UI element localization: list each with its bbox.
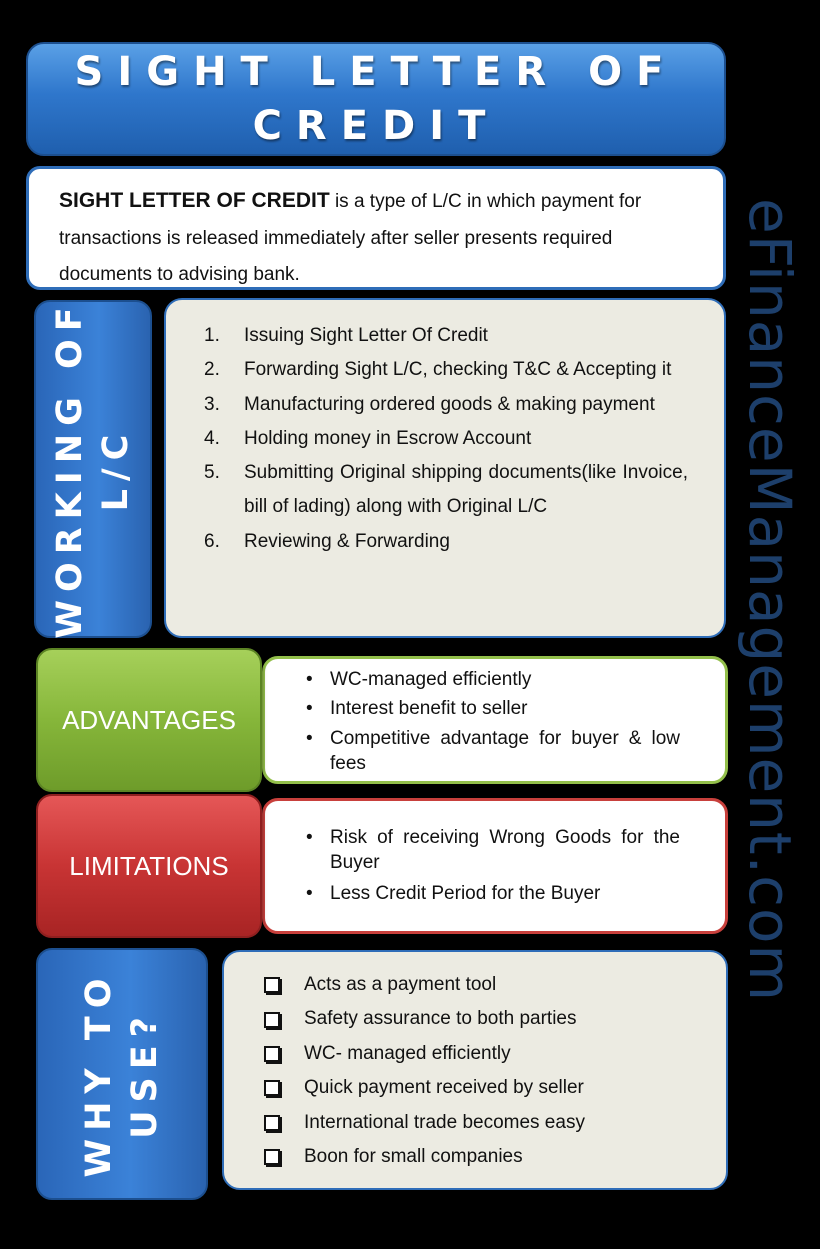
step-number: 2.: [204, 359, 220, 381]
why-label-block: [36, 948, 208, 1200]
advantage-text: Competitive advantage for buyer & low fees: [330, 728, 680, 774]
step-text: Manufacturing ordered goods & making payment: [244, 393, 655, 415]
advantages-label: ADVANTAGES: [36, 648, 262, 792]
why-list: [264, 968, 704, 1174]
why-text: Boon for small companies: [304, 1146, 523, 1168]
advantage-item: [300, 694, 680, 723]
why-item: [264, 968, 704, 1002]
step-number: 1.: [204, 325, 220, 346]
step-number: 6.: [204, 530, 220, 552]
why-text: International trade becomes easy: [304, 1111, 585, 1133]
step-number: 4.: [204, 427, 220, 449]
advantage-text: WC-managed efficiently: [330, 669, 532, 690]
limitations-label: LIMITATIONS: [36, 794, 262, 938]
definition-term: SIGHT LETTER OF CREDIT: [59, 189, 330, 212]
why-text: Safety assurance to both parties: [304, 1008, 577, 1030]
title-line-2: CREDIT: [252, 103, 500, 149]
step-text: Submitting Original shipping documents(like Invoice, bill of lading) along with Original L/C: [244, 462, 688, 518]
working-step: [204, 353, 688, 387]
advantage-item: [300, 723, 680, 776]
checkbox-icon: [264, 1115, 280, 1131]
why-item: [264, 1106, 704, 1140]
checkbox-icon: [264, 1149, 280, 1165]
working-steps-list: [204, 319, 688, 559]
limitation-item: [300, 825, 680, 875]
limitation-item: [300, 881, 680, 906]
site-watermark: eFinanceManagement.com: [736, 198, 804, 1002]
why-item: [264, 1037, 704, 1071]
working-label-block: [34, 300, 152, 638]
bullet-icon: •: [306, 827, 313, 848]
checkbox-icon: [264, 1080, 280, 1096]
step-text: Reviewing & Forwarding: [244, 530, 450, 552]
checkbox-icon: [264, 977, 280, 993]
title-banner: [26, 42, 726, 156]
advantage-item: [300, 665, 680, 694]
why-text: WC- managed efficiently: [304, 1042, 511, 1064]
step-text: Holding money in Escrow Account: [244, 427, 532, 449]
why-item: [264, 1140, 704, 1174]
working-step: [204, 525, 688, 559]
why-label-line-1: WHY TO: [79, 970, 119, 1178]
limitation-text: Risk of receiving Wrong Goods for the Buyer: [330, 827, 680, 873]
bullet-icon: •: [306, 728, 313, 749]
checkbox-icon: [264, 1046, 280, 1062]
bullet-icon: •: [306, 669, 313, 690]
why-label-line-2: USE?: [125, 1009, 165, 1139]
checkbox-icon: [264, 1012, 280, 1028]
bullet-icon: •: [306, 698, 313, 719]
working-step: [204, 319, 688, 353]
step-number: 5.: [204, 462, 220, 484]
limitation-text: Less Credit Period for the Buyer: [330, 883, 601, 904]
working-step: [204, 456, 688, 525]
definition-text: is a type of L/C in which payment for transactions is released immediately after seller presents required documents to advising bank.: [59, 191, 642, 285]
advantages-list: [300, 665, 680, 776]
why-item: [264, 1002, 704, 1036]
why-item: [264, 1071, 704, 1105]
step-number: 3.: [204, 393, 220, 415]
working-label-line-2: L/C: [96, 426, 136, 512]
limitations-list: [300, 825, 680, 906]
working-step: [204, 422, 688, 456]
definition-box: [26, 166, 726, 290]
step-text: Forwarding Sight L/C, checking T&C & Accepting it: [244, 359, 672, 381]
step-text: Issuing Sight Letter Of Credit: [244, 325, 488, 346]
title-line-1: SIGHT LETTER OF: [74, 49, 678, 95]
bullet-icon: •: [306, 883, 313, 904]
working-label-line-1: WORKING OF: [50, 299, 90, 639]
advantage-text: Interest benefit to seller: [330, 698, 528, 719]
working-step: [204, 388, 688, 422]
why-text: Quick payment received by seller: [304, 1077, 584, 1099]
why-text: Acts as a payment tool: [304, 974, 497, 995]
